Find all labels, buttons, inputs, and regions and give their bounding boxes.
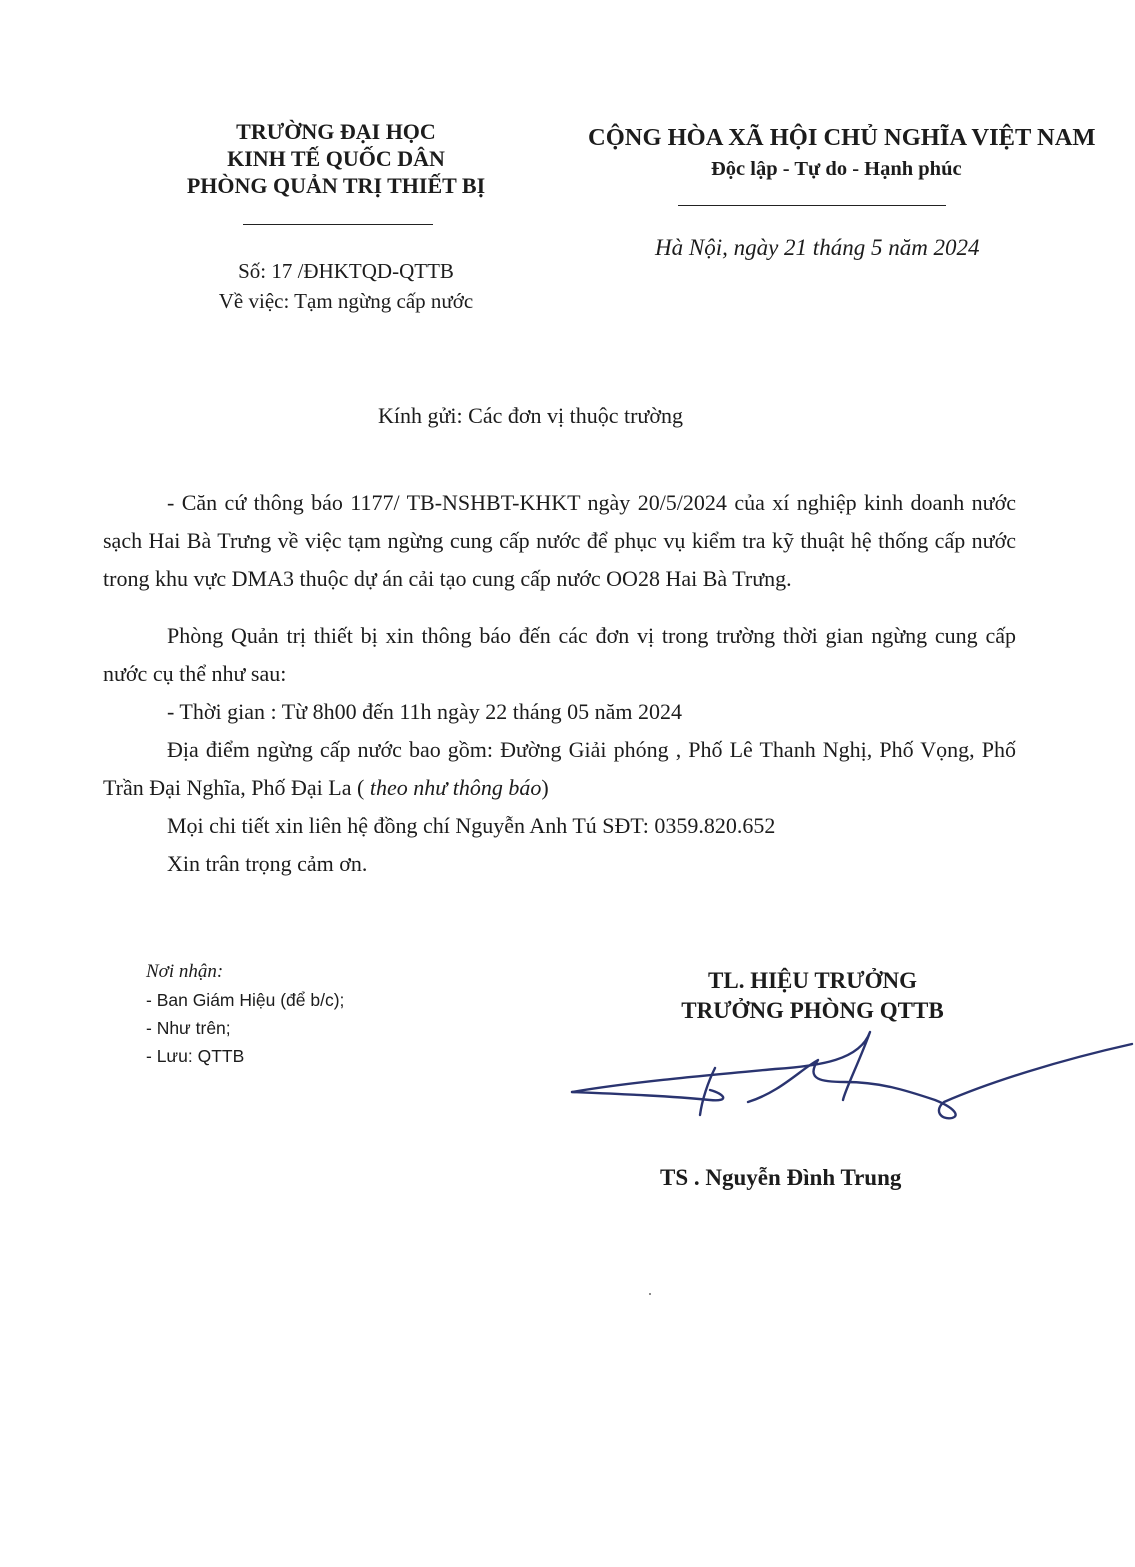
recipient-item: - Như trên; — [146, 1018, 231, 1038]
nation-title: CỘNG HÒA XÃ HỘI CHỦ NGHĨA VIỆT NAM — [588, 124, 1096, 151]
salutation: Kính gửi: Các đơn vị thuộc trường — [378, 403, 683, 428]
org-line-department: PHÒNG QUẢN TRỊ THIẾT BỊ — [186, 173, 486, 198]
signature-stroke — [572, 1032, 870, 1100]
location-reference-note: theo như thông báo — [369, 775, 542, 800]
location-paragraph — [103, 731, 1016, 807]
basis-paragraph: - Căn cứ thông báo 1177/ TB-NSHBT-KHKT ngày 20/5/2024 của xí nghiệp kinh doanh nước sạch Hai Bà Trưng về việc tạm ngừng cung cấp nước để phục vụ kiểm tra kỹ thuật hệ thống cấp nước trong khu vực DMA3 thuộc dự án cải tạo cung cấp nước OO28 Hai Bà Trưng. — [103, 490, 1016, 591]
document-reference — [196, 256, 496, 316]
signer-name: TS . Nguyễn Đình Trung — [660, 1165, 902, 1190]
motto-divider — [678, 205, 946, 206]
contact-paragraph: Mọi chi tiết xin liên hệ đồng chí Nguyễn Anh Tú SĐT: 0359.820.652 — [167, 813, 776, 838]
thanks-paragraph: Xin trân trọng cảm ơn. — [167, 851, 368, 876]
location-text: Địa điểm ngừng cấp nước bao gồm: Đường Giải phóng , Phố Lê Thanh Nghị, Phố Vọng, Phố Trần Đại Nghĩa, Phố Đại La ( — [103, 737, 1016, 800]
national-motto: Độc lập - Tự do - Hạnh phúc — [711, 158, 962, 180]
time-paragraph: - Thời gian : Từ 8h00 đến 11h ngày 22 tháng 05 năm 2024 — [167, 699, 683, 724]
recipients-title: Nơi nhận: — [146, 961, 224, 982]
national-heading — [588, 122, 1128, 184]
announcement-paragraph: Phòng Quản trị thiết bị xin thông báo đến các đơn vị trong trường thời gian ngừng cung cấp nước cụ thể như sau: — [103, 623, 1016, 686]
recipient-item: - Lưu: QTTB — [146, 1046, 245, 1066]
signature-stroke — [572, 1090, 723, 1100]
document-subject: Về việc: Tạm ngừng cấp nước — [218, 289, 474, 313]
issuing-organization — [170, 118, 502, 199]
signature-title-block — [640, 966, 985, 1026]
recipient-item: - Ban Giám Hiệu (để b/c); — [146, 990, 345, 1010]
signature-stroke — [748, 1044, 1132, 1118]
location-closing-paren: ) — [541, 775, 549, 800]
place-and-date: Hà Nội, ngày 21 tháng 5 năm 2024 — [655, 235, 980, 260]
org-line-university: TRƯỜNG ĐẠI HỌC — [236, 119, 436, 144]
document-number: Số: 17 /ĐHKTQD-QTTB — [238, 259, 454, 283]
scan-speck — [649, 1293, 651, 1295]
handwritten-signature — [560, 1020, 1135, 1145]
org-divider — [243, 224, 433, 225]
signature-position: TRƯỞNG PHÒNG QTTB — [681, 998, 944, 1023]
letter-body — [103, 484, 1016, 883]
signature-authority: TL. HIỆU TRƯỞNG — [708, 968, 917, 993]
org-line-economics: KINH TẾ QUỐC DÂN — [227, 146, 445, 171]
recipients-list — [146, 958, 344, 1070]
